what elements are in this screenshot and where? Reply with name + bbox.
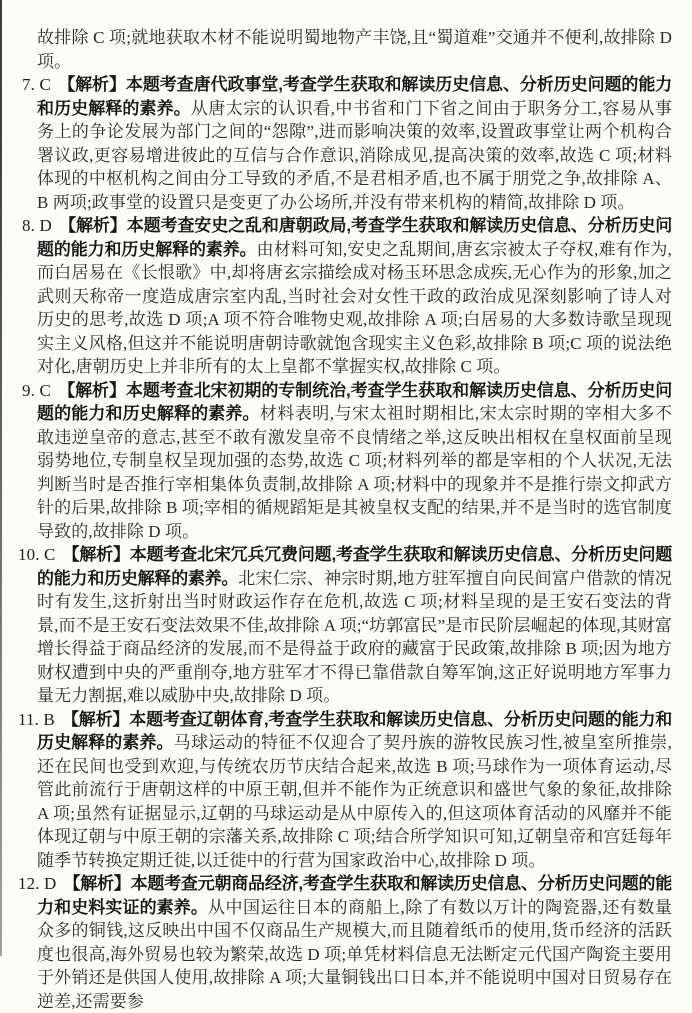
- analysis-body: 从中国运往日本的商船上,除了有数以万计的陶瓷器,还有数量众多的铜钱,这反映出中国不仅商品生产规模大,而且随着纸币的使用,货币经济的活跃度也很高,海外贸易也较为繁荣,故选 D 项;单凭材料信息无法断定元代国产陶瓷主要用于外销还是供国人使用,故排除 A 项;大量铜钱出口日本,并不能说明中国对日贸易存在逆差,还需要参: [37, 897, 673, 1011]
- analysis-tag: 【解析】: [58, 216, 127, 235]
- answer-label-8: 8. D: [22, 216, 52, 235]
- answer-label-9: 9. C: [22, 380, 51, 400]
- analysis-body: 从唐太宗的认识看,中书省和门下省之间由于职务分工,容易从事务上的争论发展为部门之间的“怨隙”,进而影响决策的效率,设置政事堂让两个机构合署议政,更容易增进彼此的互信与合作意识,消除成见,提高决策的效率,故选 C 项;材料体现的中枢机构之间由分工导致的矛盾,不是君相矛盾,也不属于朋党之争,故排除 A、B 两项;政事堂的设置只是变更了办公场所,并没有带来机构的精简,故排除 D 项。: [37, 98, 672, 212]
- analysis-lead: 本题考查元朝商品经济,考查学生获取和解读历史信息、分析历史问题的能力和史料实证的素养。: [37, 874, 672, 917]
- answer-item-8: [22, 214, 672, 379]
- answer-item-12: [18, 872, 673, 1013]
- answer-item-11: [18, 708, 672, 873]
- answer-label-7: 7. C: [22, 75, 51, 94]
- analysis-tag: 【解析】: [57, 380, 126, 400]
- scan-edge-artifact: [0, 0, 2, 956]
- analysis-lead: 本题考查辽朝体育,考查学生获取和解读历史信息、分析历史问题的能力和历史解释的素养。: [37, 709, 672, 752]
- analysis-lead: 本题考查唐代政事堂,考查学生获取和解读历史信息、分析历史问题的能力和历史解释的素养。: [37, 75, 672, 118]
- analysis-tag: 【解析】: [63, 874, 131, 893]
- analysis-body: 北宋仁宗、神宗时期,地方驻军擅自向民间富户借款的情况时有发生,这折射出当时财政运作存在危机,故选 C 项;材料呈现的是王安石变法的背景,而不是王安石变法效果不佳,故排除 A 项;“坊郭富民”是市民阶层崛起的体现,其财富增长得益于商品经济的发展,而不是得益于政府的藏富于民政策,故排除 B 项;因为地方财权遭到中央的严重削夺,地方驻军才不得已靠借款自筹军饷,这正好说明地方军事力量无力割据,难以威胁中央,故排除 D 项。: [37, 568, 672, 705]
- answer-item-7: [22, 73, 672, 214]
- analysis-body: 由材料可知,安史之乱期间,唐玄宗被太子夺权,难有作为,而白居易在《长恨歌》中,却将唐玄宗描绘成对杨玉环思念成疾,无心作为的形象,加之武则天称帝一度造成唐宗室内乱,当时社会对女性干政的政治成见深刻影响了诗人对历史的思考,故选 D 项;A 项不符合唯物史观,故排除 A 项;白居易的大多数诗歌呈现现实主义风格,但这并不能说明唐朝诗歌就饱含现实主义色彩,故排除 B 项;C 项的说法绝对化,唐朝历史上并非所有的太上皇都不掌握实权,故排除 C 项。: [37, 239, 672, 376]
- continuation-text: 故排除 C 项;就地获取木材不能说明蜀地物产丰饶,且“蜀道难”交通并不便利,故排除 D 项。: [37, 28, 672, 71]
- analysis-lead: 本题考查安史之乱和唐朝政局,考查学生获取和解读历史信息、分析历史问题的能力和历史解释的素养。: [37, 216, 672, 259]
- answer-label-12: 12. D: [18, 874, 57, 893]
- answer-item-10: [18, 543, 673, 708]
- answer-item-9: [22, 379, 672, 544]
- analysis-tag: 【解析】: [62, 545, 130, 564]
- analysis-lead: 本题考查北宋初期的专制统治,考查学生获取和解读历史信息、分析历史问题的能力和历史解释的素养。: [37, 380, 672, 423]
- analysis-lead: 本题考查北宋冗兵冗费问题,考查学生获取和解读历史信息、分析历史问题的能力和历史解释的素养。: [37, 545, 673, 588]
- analysis-tag: 【解析】: [61, 709, 130, 729]
- answer-label-11: 11. B: [18, 709, 55, 729]
- analysis-body: 材料表明,与宋太祖时期相比,宋太宗时期的宰相大多不敢违逆皇帝的意志,甚至不敢有激发皇帝不良情绪之举,这反映出相权在皇权面前呈现弱势地位,专制皇权呈现加强的态势,故选 C 项;材料列举的都是宰相的个人状况,无法判断当时是否推行宰相集体负责制,故排除 A 项;材料中的现象并不是推行崇文抑武方针的后果,故排除 B 项;宰相的循规蹈矩是其被皇权支配的结果,并不是当时的选官制度导致的,故排除 D 项。: [37, 404, 672, 541]
- analysis-body: 马球运动的特征不仅迎合了契丹族的游牧民族习性,被皇室所推崇,还在民间也受到欢迎,与传统农历节庆结合起来,故选 B 项;马球作为一项体育运动,尽管此前流行于唐朝这样的中原王朝,但并不能作为正统意识和盛世气象的象征,故排除 A 项;虽然有证据显示,辽朝的马球运动是从中原传入的,但这项体育活动的风靡并不能体现辽朝与中原王朝的宗藩关系,故排除 C 项;结合所学知识可知,辽朝皇帝和宫廷每年随季节转换定期迁徙,以迁徙中的行营为国家政治中心,故排除 D 项。: [37, 733, 672, 870]
- answer-label-10: 10. C: [18, 545, 56, 564]
- analysis-tag: 【解析】: [57, 75, 126, 94]
